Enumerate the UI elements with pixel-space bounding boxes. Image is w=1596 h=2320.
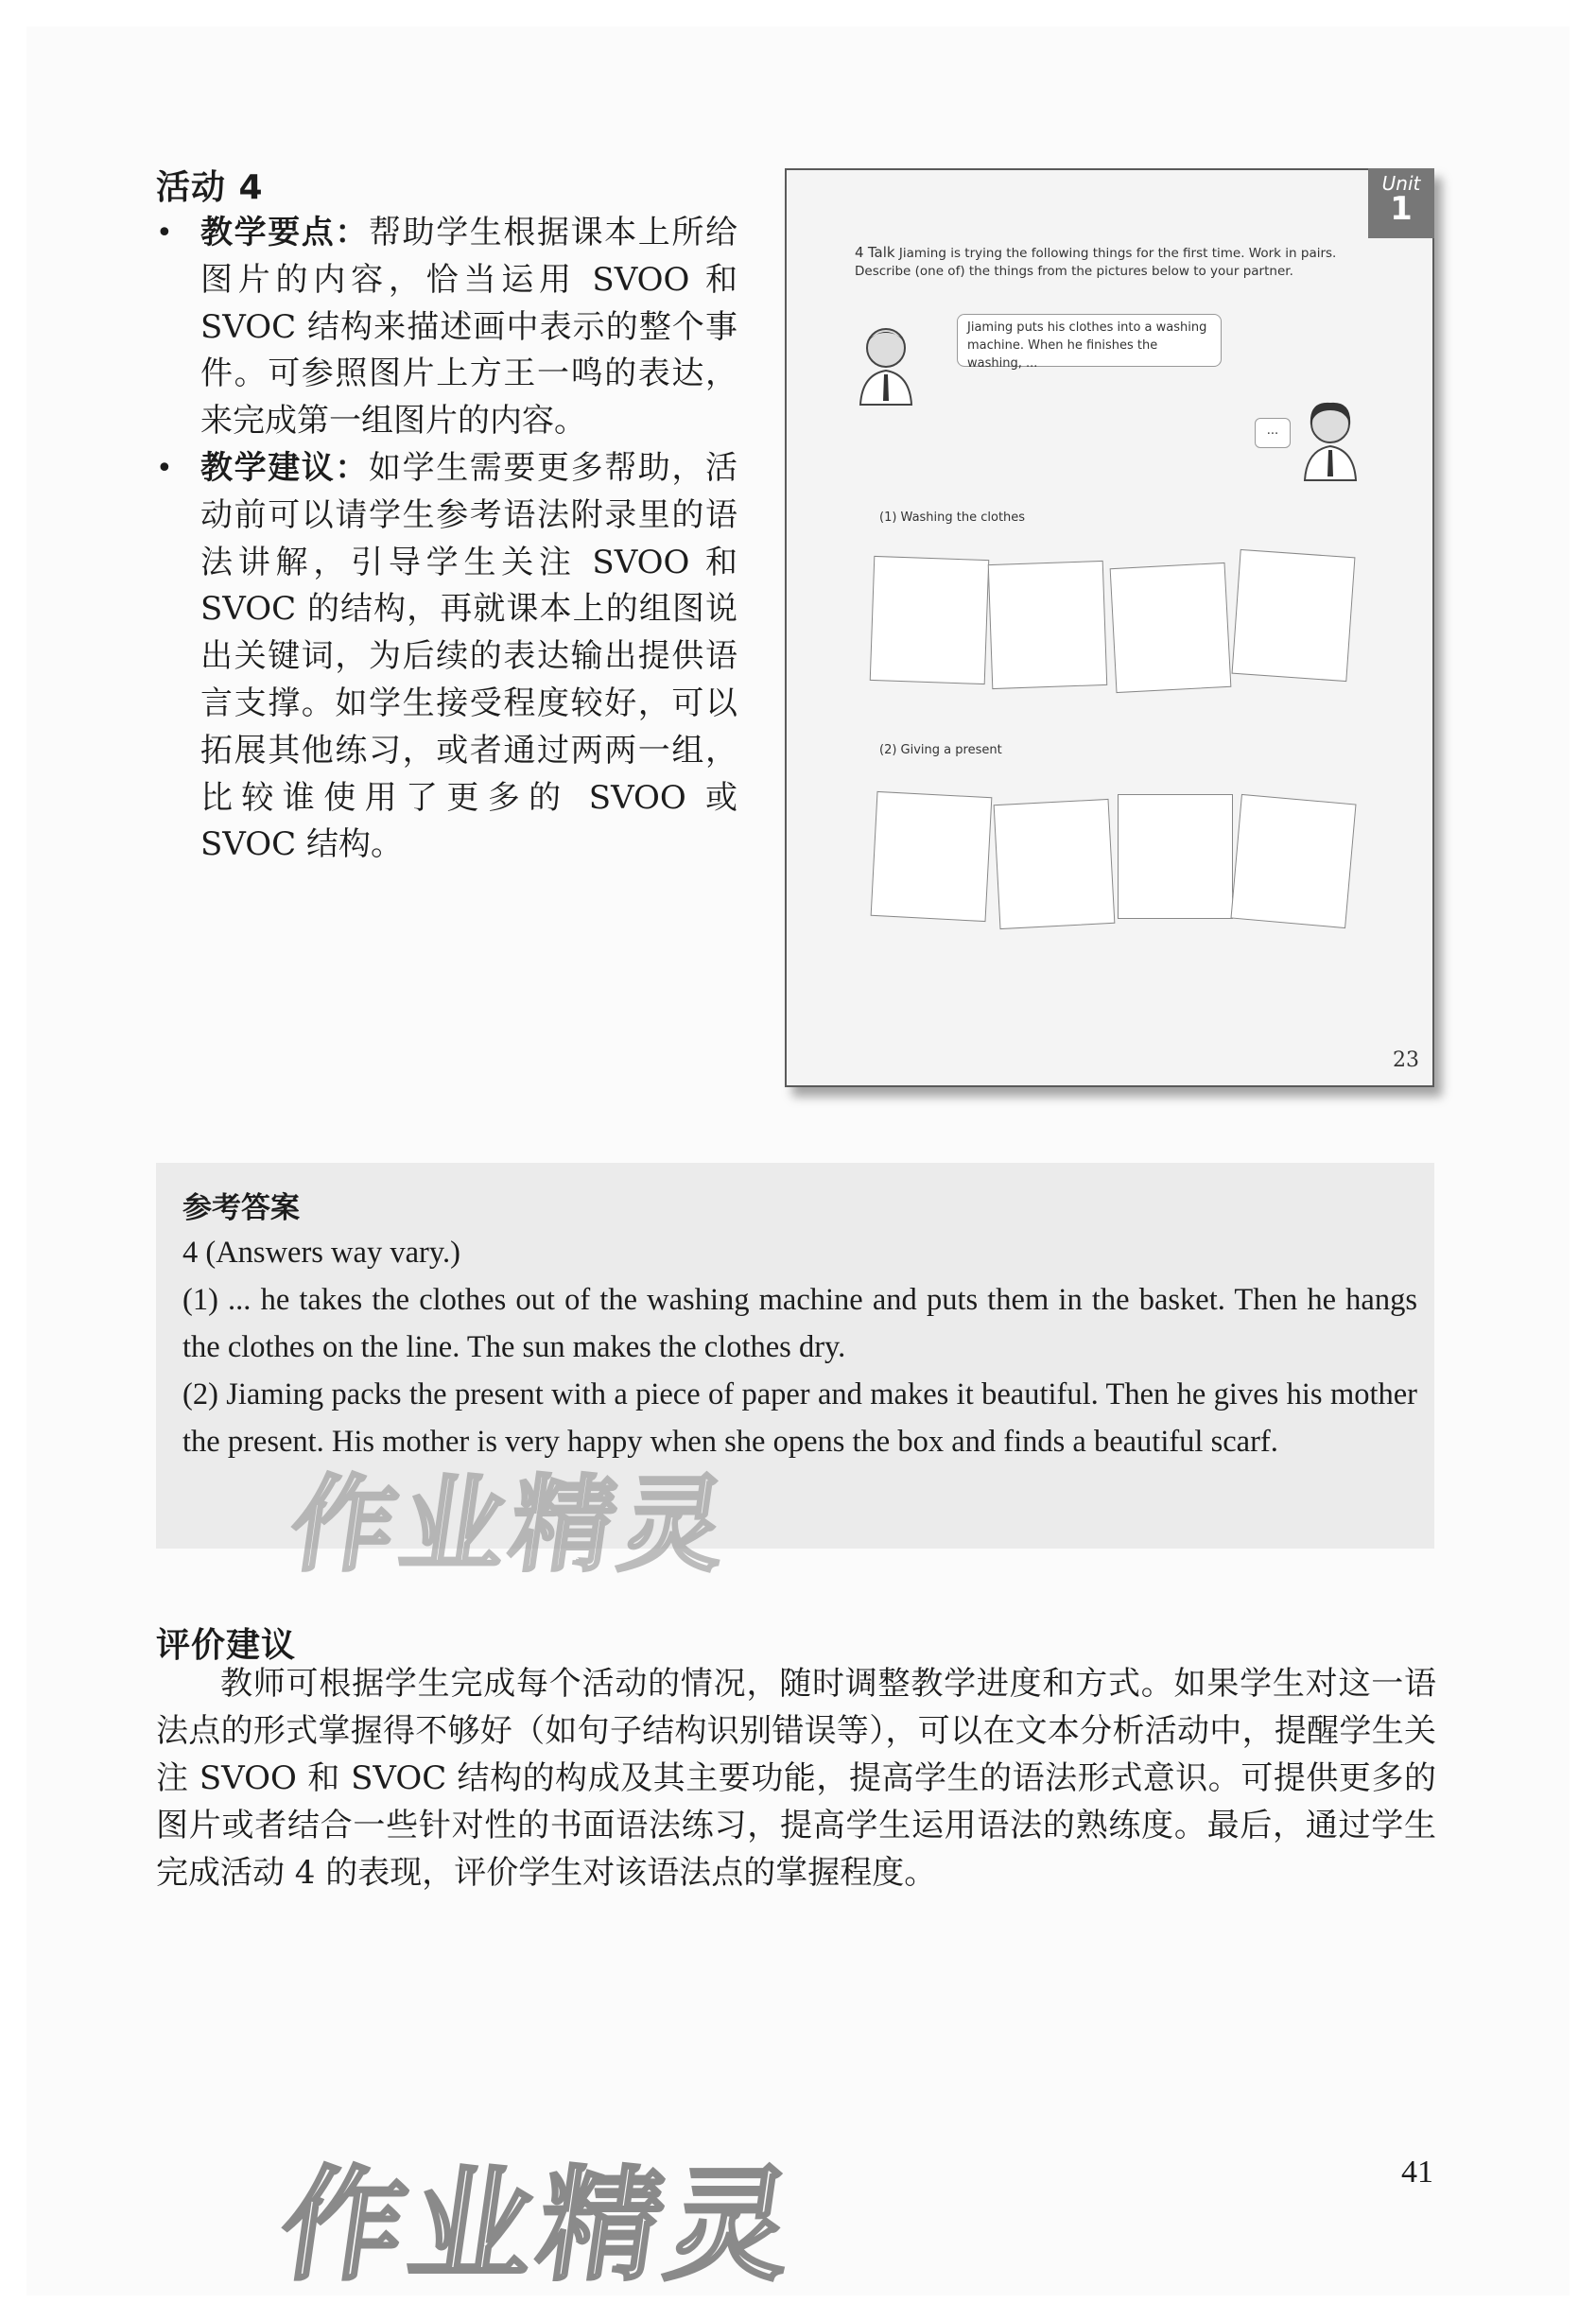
task-number: 4	[855, 244, 864, 261]
girl-avatar-illustration	[1297, 397, 1363, 482]
bullet-text: 帮助学生根据课本上所给图片的内容，恰当运用 SVOO 和 SVOC 结构来描述画中表示的整个事件。可参照图片上方王一鸣的表达，来完成第一组图片的内容。	[200, 214, 737, 441]
answer-body	[182, 1229, 1417, 1465]
watermark: 作业精灵	[271, 2154, 807, 2297]
present-panel-1	[871, 791, 993, 922]
page-number: 41	[1401, 2155, 1433, 2190]
bullet-dot: •	[156, 216, 173, 250]
task-label: Talk	[867, 244, 895, 261]
bullet-dot: •	[156, 451, 173, 485]
bullet-text: 如学生需要更多帮助，活动前可以请学生参考语法附录里的语法讲解，引导学生关注 SVOO 和 SVOC 的结构，再就课本上的组图说出关键词，为后续的表达输出提供语言支撑。如学生接受程度较好，可以拓展其他练习，或者通过两两一组，比较谁使用了更多的 SVOO 或 SVOC 结构。	[200, 448, 737, 864]
activity-title: 活动 4	[156, 168, 264, 207]
section-present-label: (2) Giving a present	[879, 743, 1002, 757]
answer-line: (2) Jiaming packs the present with a piece of paper and makes it beautiful. Then he gives his mother the present. His mother is very happy when she opens the box and finds a beautiful scarf.	[182, 1377, 1417, 1459]
answer-title: 参考答案	[182, 1191, 300, 1225]
activity-bullet-list	[156, 210, 737, 869]
answer-line: 4 (Answers way vary.)	[182, 1236, 460, 1270]
present-panel-2	[994, 799, 1116, 929]
unit-tab	[1368, 168, 1434, 238]
washing-panel-1	[870, 556, 990, 684]
washing-panel-4	[1232, 549, 1356, 682]
reply-bubble: ...	[1255, 418, 1291, 448]
bullet-label: 教学要点：	[200, 214, 369, 251]
task-instruction-text: Jiaming is trying the following things for the first time. Work in pairs. Describe (one of) the things from the pictures below to your partner.	[855, 246, 1337, 279]
bullet-teaching-suggestions	[156, 445, 737, 869]
washing-panel-3	[1110, 563, 1232, 693]
unit-word: Unit	[1381, 172, 1421, 195]
watermark: 作业精灵	[283, 1464, 739, 1585]
bullet-label: 教学建议：	[200, 448, 369, 487]
speech-bubble: Jiaming puts his clothes into a washing machine. When he finishes the washing, ...	[957, 314, 1222, 367]
evaluation-body: 教师可根据学生完成每个活动的情况，随时调整教学进度和方式。如果学生对这一语法点的形式掌握得不够好（如句子结构识别错误等），可以在文本分析活动中，提醒学生关注 SVOO 和 SVOC 结构的构成及其主要功能，提高学生的语法形式意识。可提供更多的图片或者结合一些针对性的书面语法练习，提高学生运用语法的熟练度。最后，通过学生完成活动 4 的表现，评价学生对该语法点的掌握程度。	[156, 1665, 1436, 1892]
task-instruction	[855, 244, 1346, 281]
washing-panel-2	[988, 561, 1108, 689]
answer-line: (1) ... he takes the clothes out of the washing machine and puts them in the basket. Then he hangs the clothes on the line. The sun makes the clothes dry.	[182, 1283, 1417, 1364]
present-panel-3	[1118, 794, 1233, 919]
textbook-page-image	[785, 168, 1434, 1087]
bullet-teaching-points	[156, 210, 737, 445]
boy-avatar-illustration	[853, 321, 919, 407]
textbook-page-number: 23	[1393, 1048, 1419, 1072]
section-washing-label: (1) Washing the clothes	[879, 511, 1026, 525]
evaluation-title: 评价建议	[156, 1626, 297, 1665]
present-panel-4	[1230, 794, 1356, 928]
unit-number: 1	[1390, 190, 1413, 228]
